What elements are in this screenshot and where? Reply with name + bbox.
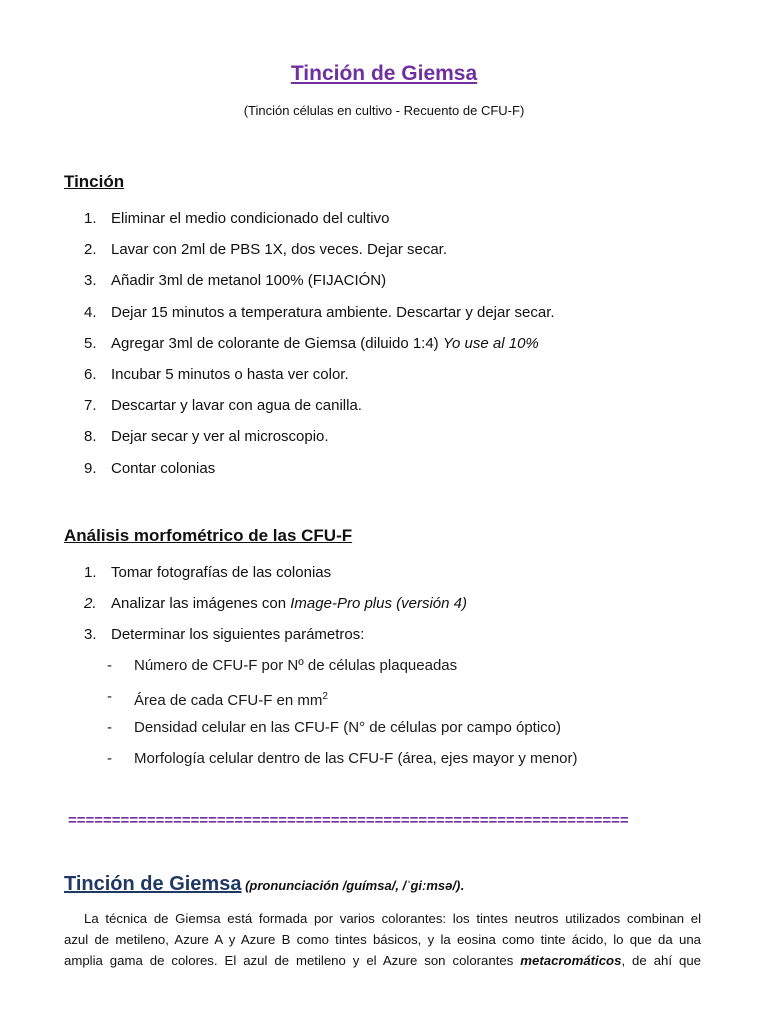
heading-period: . [460, 878, 464, 893]
line-tail: , de ahí que [621, 953, 701, 968]
parameter-main-text: Área de cada CFU-F en mm [134, 692, 323, 709]
step-number: 4. [84, 303, 97, 321]
step-text [111, 594, 467, 614]
step-main-text: Dejar 15 minutos a temperatura ambiente. Descartar y dejar secar. [111, 303, 555, 321]
step-text [111, 303, 555, 323]
step-number: 6. [84, 365, 97, 383]
bullet-dash: - [107, 688, 112, 705]
staining-heading: Tinción [64, 172, 125, 191]
step-note: Yo use al 10% [442, 334, 539, 352]
parameter-text [134, 656, 457, 676]
paragraph-line [64, 929, 701, 950]
bullet-dash: - [107, 657, 112, 674]
document-title: Tinción de Giemsa [290, 62, 478, 85]
step-text [111, 365, 349, 385]
step-main-text: Incubar 5 minutos o hasta ver color. [111, 365, 349, 383]
superscript: 2 [322, 691, 328, 702]
step-main-text: Contar colonias [111, 459, 216, 477]
step-number: 1. [84, 210, 97, 227]
step-main-text: Tomar fotografías de las colonias [111, 564, 332, 581]
step-text [111, 334, 539, 354]
pronunciation: (pronunciación /guímsa/, /ˈɡiːmsə/) [241, 878, 461, 893]
step-number: 8. [84, 428, 97, 446]
step-text [111, 240, 447, 260]
step-main-text: Eliminar el medio condicionado del cultivo [111, 210, 390, 227]
paragraph-line [64, 908, 701, 929]
giemsa-heading: Tinción de Giemsa [64, 873, 242, 895]
step-text [111, 563, 331, 583]
emphasized-term: metacromáticos [520, 953, 622, 968]
step-pre-text: Analizar las imágenes con [111, 595, 291, 613]
parameter-main-text: Morfología celular dentro de las CFU-F (área, ejes mayor y menor) [134, 750, 578, 767]
step-number: 2. [84, 595, 97, 613]
step-number: 3. [84, 626, 97, 644]
document-subtitle: (Tinción células en cultivo - Recuento de CFU-F) [243, 103, 525, 118]
step-number: 2. [84, 241, 97, 259]
software-name: Image-Pro plus (versión 4) [290, 595, 467, 613]
line-text: amplia gama de colores. El azul de metileno y el Azure son colorantes [64, 953, 521, 968]
step-text [111, 271, 386, 291]
parameter-main-text: Número de CFU-F por Nº de células plaqueadas [134, 657, 458, 674]
parameter-text [134, 718, 561, 738]
parameter-text [134, 749, 578, 769]
step-text [111, 396, 362, 416]
step-number: 9. [84, 459, 97, 477]
step-text [111, 625, 364, 645]
step-main-text: Descartar y lavar con agua de canilla. [111, 397, 362, 415]
step-main-text: Añadir 3ml de metanol 100% (FIJACIÓN) [111, 272, 387, 290]
analysis-heading: Análisis morfométrico de las CFU-F [64, 526, 353, 545]
giemsa-paragraph [64, 908, 701, 971]
step-number: 7. [84, 397, 97, 415]
line-text: azul de metileno, Azure A y Azure B como tintes básicos, y la eosina como tinte ácido, lo que da una [64, 932, 701, 947]
bullet-dash: - [107, 719, 112, 736]
step-main-text: Dejar secar y ver al microscopio. [111, 428, 329, 446]
step-number: 3. [84, 272, 97, 290]
divider-line: ================================================================ [68, 812, 629, 829]
step-number: 5. [84, 334, 97, 352]
parameter-main-text: Densidad celular en las CFU-F (N° de células por campo óptico) [134, 719, 562, 736]
step-text [111, 459, 215, 479]
parameter-text [134, 687, 328, 711]
step-main-text: Determinar los siguientes parámetros: [111, 626, 365, 644]
step-text [111, 427, 329, 447]
step-text [111, 209, 389, 229]
step-main-text: Agregar 3ml de colorante de Giemsa (diluido 1:4) [111, 334, 443, 352]
step-number: 1. [84, 564, 97, 581]
bullet-dash: - [107, 750, 112, 767]
line-text: La técnica de Giemsa está formada por varios colorantes: los tintes neutros utilizados combinan el [84, 911, 701, 926]
giemsa-heading-line [64, 873, 464, 896]
paragraph-line [64, 950, 701, 971]
step-main-text: Lavar con 2ml de PBS 1X, dos veces. Dejar secar. [111, 241, 447, 259]
